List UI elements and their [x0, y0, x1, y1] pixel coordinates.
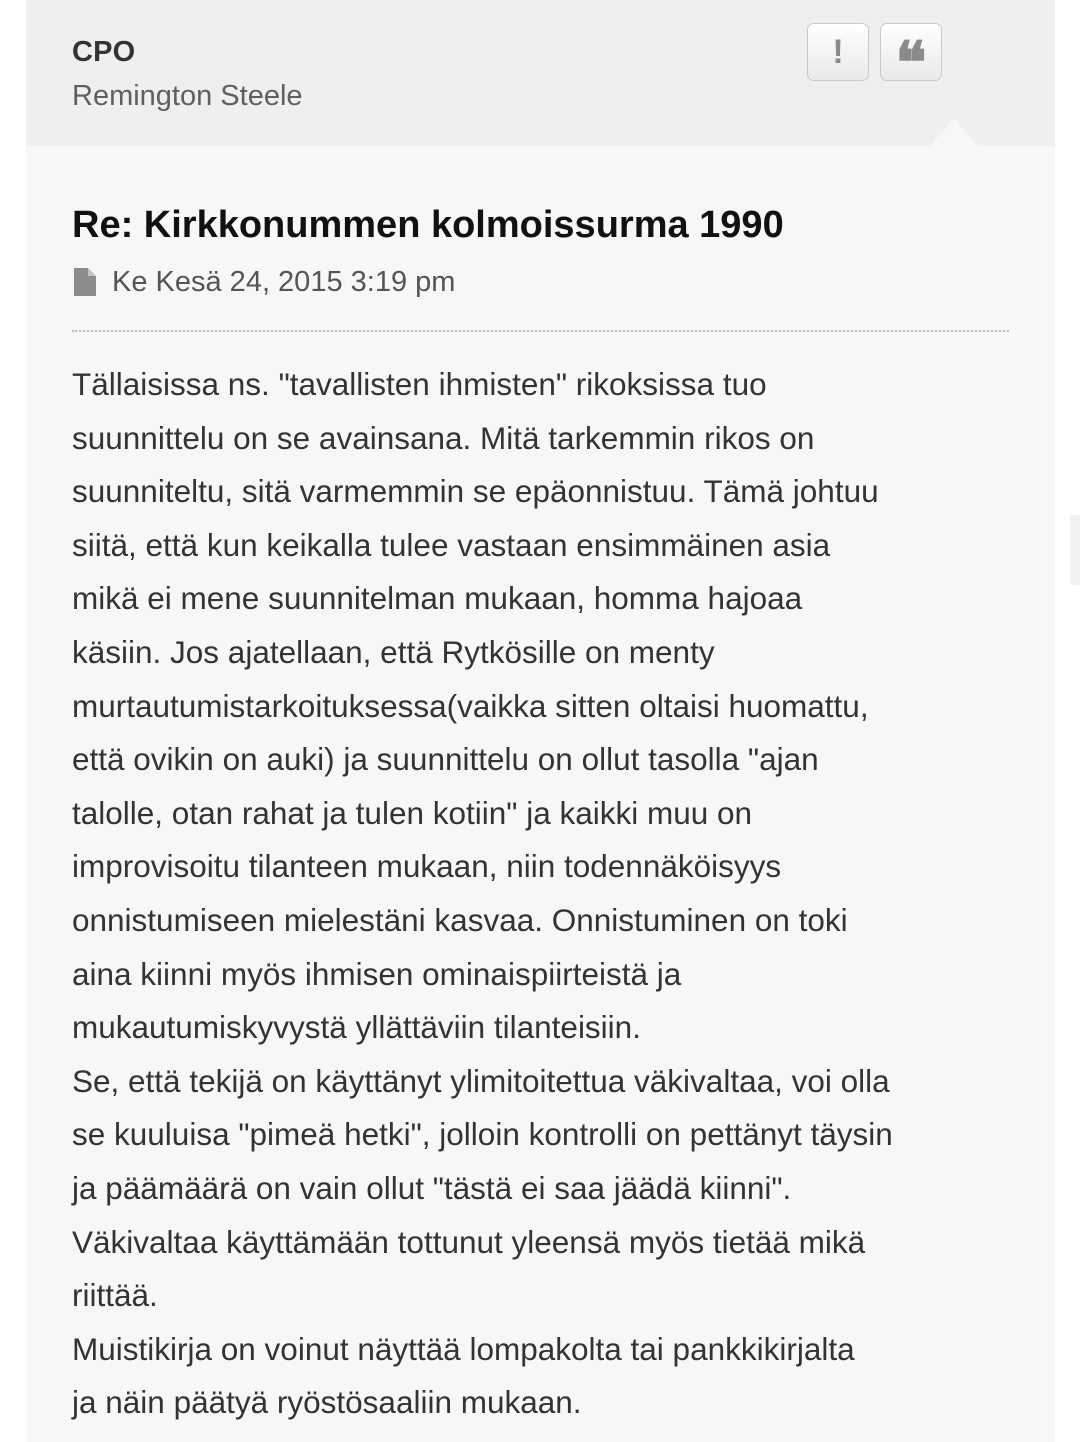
post-text-line: riittää.: [72, 1277, 158, 1314]
quote-icon: ❝: [895, 29, 927, 97]
post-text-line: Se, että tekijä on käyttänyt ylimitoitettua väkivaltaa, voi olla: [72, 1062, 890, 1099]
post-text-line: ja näin päätyä ryöstösaaliin mukaan.: [72, 1384, 582, 1421]
post-text-line: Muistikirja on voinut näyttää lompakolta tai pankkikirjalta: [72, 1330, 855, 1367]
post-title[interactable]: Re: Kirkkonummen kolmoissurma 1990: [72, 204, 784, 246]
exclamation-icon: !: [832, 33, 844, 71]
scrollbar[interactable]: [1070, 515, 1080, 585]
header-caret: [930, 118, 978, 146]
post-text-line: että ovikin on auki) ja suunnittelu on ollut tasolla "ajan: [72, 741, 819, 778]
post-text-line: onnistumiseen mielestäni kasvaa. Onnistuminen on toki: [72, 901, 848, 938]
post-text-line: suunnittelu on se avainsana. Mitä tarkemmin rikos on: [72, 419, 815, 456]
post-text-line: siitä, että kun keikalla tulee vastaan ensimmäinen asia: [72, 526, 831, 563]
post-text-line: se kuuluisa "pimeä hetki", jolloin kontrolli on pettänyt täysin: [72, 1116, 893, 1153]
post-content: [72, 358, 1017, 1430]
forum-post: [26, 0, 1055, 1442]
post-author[interactable]: CPO: [72, 36, 136, 68]
divider: [72, 330, 1009, 332]
post-date: Ke Kesä 24, 2015 3:19 pm: [112, 265, 456, 298]
report-button[interactable]: [807, 23, 869, 81]
post-text-line: ja päämäärä on vain ollut "tästä ei saa jäädä kiinni".: [72, 1169, 792, 1206]
post-text-line: murtautumistarkoituksessa(vaikka sitten oltaisi huomattu,: [72, 687, 869, 724]
post-text-line: mikä ei mene suunnitelman mukaan, homma hajoaa: [72, 580, 803, 617]
post-text-line: talolle, otan rahat ja tulen kotiin" ja kaikki muu on: [72, 794, 753, 831]
file-icon[interactable]: [72, 267, 98, 297]
post-text-line: aina kiinni myös ihmisen ominaispiirteistä ja: [72, 955, 682, 992]
author-rank: Remington Steele: [72, 80, 303, 112]
post-text-line: Tällaisissa ns. "tavallisten ihmisten" rikoksissa tuo: [72, 366, 767, 402]
post-text-line: mukautumiskyvystä yllättäviin tilanteisiin.: [72, 1009, 641, 1046]
quote-button[interactable]: [880, 23, 942, 97]
post-text-line: Väkivaltaa käyttämään tottunut yleensä myös tietää mikä: [72, 1223, 866, 1260]
post-text-line: suunniteltu, sitä varmemmin se epäonnistuu. Tämä johtuu: [72, 473, 879, 510]
post-text-line: improvisoitu tilanteen mukaan, niin todennäköisyys: [72, 848, 782, 885]
post-text-line: käsiin. Jos ajatellaan, että Rytkösille on menty: [72, 633, 715, 670]
post-meta: [72, 262, 455, 302]
post-header: [26, 0, 1055, 146]
